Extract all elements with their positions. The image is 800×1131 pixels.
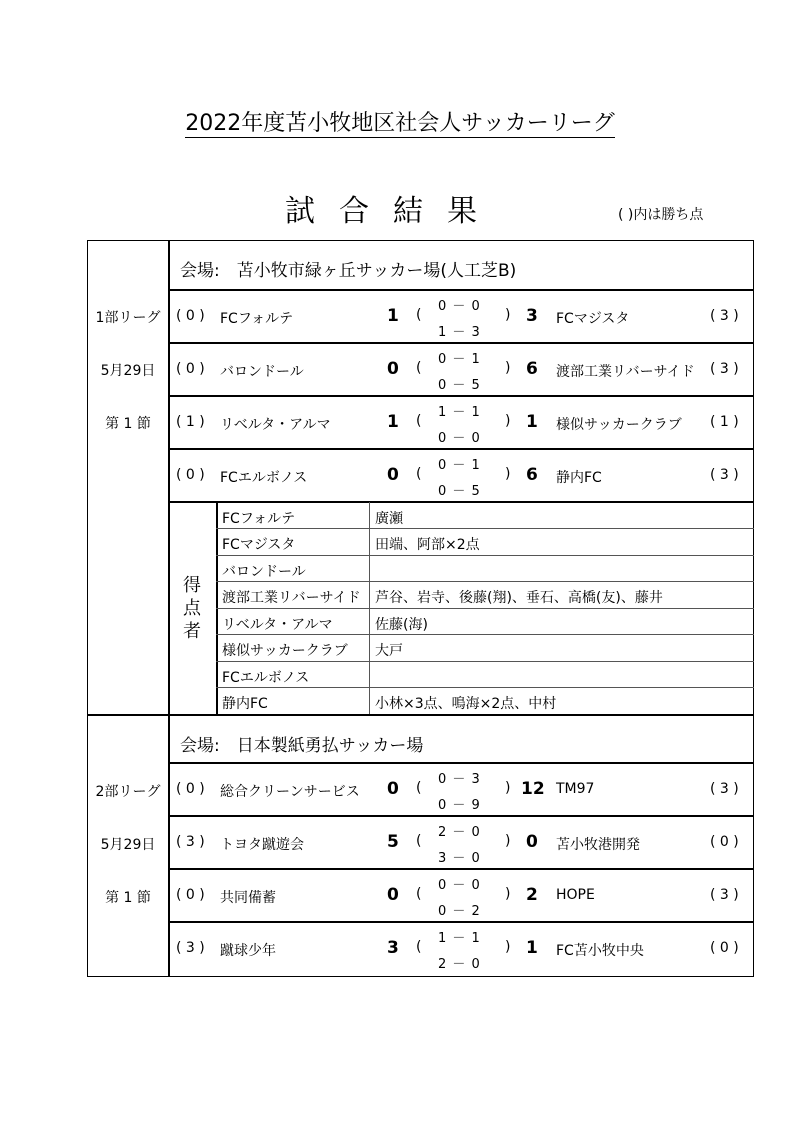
away-points: ( 1 ) [710, 414, 739, 430]
divider [168, 501, 754, 503]
away-score: 6 [526, 359, 538, 379]
divider [168, 868, 754, 870]
away-points: ( 0 ) [710, 834, 739, 850]
home-score: 0 [387, 885, 399, 905]
divider [168, 395, 754, 397]
close-paren: ) [505, 360, 511, 376]
scorer-names: 小林×3点、鳴海×2点、中村 [375, 696, 557, 712]
second-half-score: 2 － 0 [438, 957, 481, 972]
home-score: 0 [387, 465, 399, 485]
first-half-score: 0 － 3 [438, 772, 481, 787]
open-paren: ( [416, 360, 422, 376]
open-paren: ( [416, 833, 422, 849]
divider [168, 448, 754, 450]
scorer-team: バロンドール [222, 564, 306, 580]
second-half-score: 0 － 5 [438, 378, 481, 393]
close-paren: ) [505, 780, 511, 796]
scorer-team: 静内FC [222, 696, 268, 712]
away-score: 0 [526, 832, 538, 852]
points-note: ( )内は勝ち点 [618, 207, 704, 223]
home-team: 総合クリーンサービス [220, 784, 360, 800]
away-team: FCマジスタ [556, 311, 630, 327]
scorer-names: 廣瀬 [375, 511, 403, 527]
second-half-score: 0 － 5 [438, 484, 481, 499]
home-team: リベルタ・アルマ [220, 417, 331, 433]
away-points: ( 3 ) [710, 781, 739, 797]
scorer-team: 様似サッカークラブ [222, 643, 348, 659]
second-half-score: 0 － 0 [438, 431, 481, 446]
home-points: ( 0 ) [176, 781, 205, 797]
home-team: FCフォルテ [220, 311, 294, 327]
home-team: 共同備蓄 [220, 890, 276, 906]
scorer-names: 佐藤(海) [375, 617, 428, 633]
away-score: 3 [526, 306, 538, 326]
away-score: 1 [526, 412, 538, 432]
second-half-score: 0 － 9 [438, 798, 481, 813]
home-score: 1 [387, 412, 399, 432]
home-points: ( 3 ) [176, 834, 205, 850]
first-half-score: 0 － 0 [438, 878, 481, 893]
venue-2: 会場: 日本製紙勇払サッカー場 [180, 736, 424, 756]
round-label: 第 1 節 [105, 890, 151, 906]
away-points: ( 0 ) [710, 940, 739, 956]
away-points: ( 3 ) [710, 467, 739, 483]
away-team: 静内FC [556, 470, 602, 486]
scorer-names: 芦谷、岩寺、後藤(翔)、垂石、高橋(友)、藤井 [375, 590, 663, 606]
away-team: HOPE [556, 887, 595, 903]
open-paren: ( [416, 886, 422, 902]
results-heading: 試 合 結 果 [285, 194, 483, 229]
league-label: 2部リーグ [95, 784, 161, 800]
scorer-team: リベルタ・アルマ [222, 617, 333, 633]
scorer-team: FCエルボノス [222, 670, 310, 686]
first-half-score: 1 － 1 [438, 931, 481, 946]
close-paren: ) [505, 413, 511, 429]
open-paren: ( [416, 780, 422, 796]
venue-1: 会場: 苫小牧市緑ヶ丘サッカー場(人工芝B) [180, 261, 517, 281]
open-paren: ( [416, 307, 422, 323]
away-team: 苫小牧港開発 [556, 837, 640, 853]
scorer-team: 渡部工業リバーサイド [222, 590, 361, 606]
scorer-team: FCフォルテ [222, 511, 296, 527]
second-half-score: 3 － 0 [438, 851, 481, 866]
league-label: 1部リーグ [95, 310, 161, 326]
round-label: 第 1 節 [105, 416, 151, 432]
home-points: ( 0 ) [176, 887, 205, 903]
divider [168, 921, 754, 923]
away-score: 1 [526, 938, 538, 958]
first-half-score: 0 － 0 [438, 299, 481, 314]
home-points: ( 0 ) [176, 308, 205, 324]
close-paren: ) [505, 466, 511, 482]
away-team: FC苫小牧中央 [556, 943, 644, 959]
first-half-score: 0 － 1 [438, 458, 481, 473]
scorer-team: FCマジスタ [222, 537, 296, 553]
scorer-names: 田端、阿部×2点 [375, 537, 480, 553]
away-points: ( 3 ) [710, 361, 739, 377]
away-team: 様似サッカークラブ [556, 417, 682, 433]
open-paren: ( [416, 413, 422, 429]
first-half-score: 1 － 1 [438, 405, 481, 420]
close-paren: ) [505, 886, 511, 902]
home-score: 3 [387, 938, 399, 958]
home-team: FCエルボノス [220, 470, 308, 486]
away-team: 渡部工業リバーサイド [556, 364, 695, 380]
open-paren: ( [416, 939, 422, 955]
home-points: ( 0 ) [176, 467, 205, 483]
second-half-score: 1 － 3 [438, 325, 481, 340]
away-score: 2 [526, 885, 538, 905]
away-points: ( 3 ) [710, 308, 739, 324]
match-date: 5月29日 [100, 837, 156, 853]
home-score: 0 [387, 359, 399, 379]
open-paren: ( [416, 466, 422, 482]
scorers-label: 得 点 者 [183, 575, 201, 642]
home-team: 蹴球少年 [220, 943, 276, 959]
divider [168, 289, 754, 291]
home-score: 1 [387, 306, 399, 326]
first-half-score: 2 － 0 [438, 825, 481, 840]
divider [168, 762, 754, 764]
away-team: TM97 [556, 781, 595, 797]
home-score: 0 [387, 779, 399, 799]
close-paren: ) [505, 307, 511, 323]
document-title: 2022年度苫小牧地区社会人サッカーリーグ [185, 111, 615, 136]
divider [168, 342, 754, 344]
close-paren: ) [505, 939, 511, 955]
home-team: バロンドール [220, 364, 304, 380]
close-paren: ) [505, 833, 511, 849]
section-divider [87, 714, 754, 716]
away-score: 6 [526, 465, 538, 485]
home-score: 5 [387, 832, 399, 852]
home-team: トヨタ蹴遊会 [220, 837, 304, 853]
home-points: ( 1 ) [176, 414, 205, 430]
left-column-divider [168, 240, 170, 977]
away-score: 12 [521, 779, 545, 799]
home-points: ( 3 ) [176, 940, 205, 956]
divider [168, 815, 754, 817]
away-points: ( 3 ) [710, 887, 739, 903]
scorer-names: 大戸 [375, 643, 403, 659]
home-points: ( 0 ) [176, 361, 205, 377]
second-half-score: 0 － 2 [438, 904, 481, 919]
first-half-score: 0 － 1 [438, 352, 481, 367]
match-date: 5月29日 [100, 363, 156, 379]
